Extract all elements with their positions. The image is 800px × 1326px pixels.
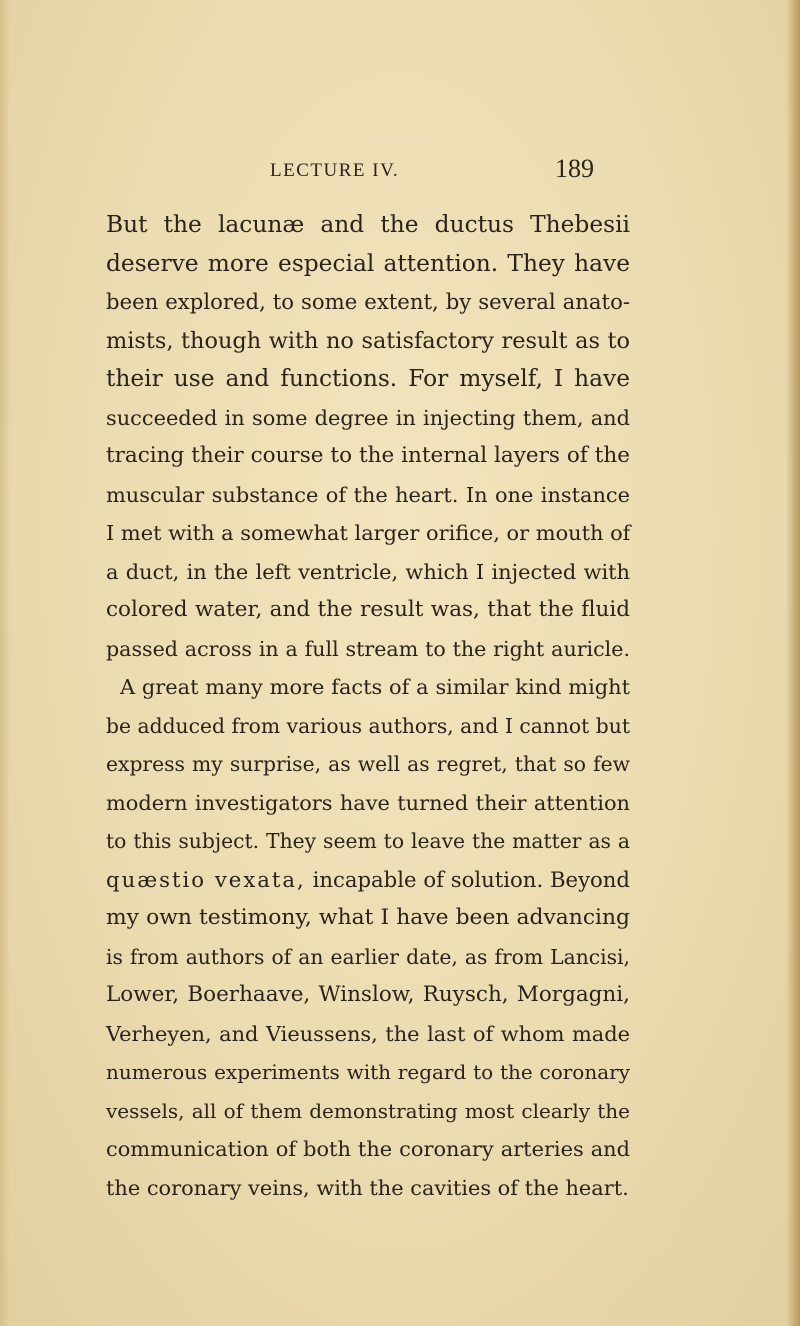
page-left-edge xyxy=(0,0,10,1326)
text-line: succeeded in some degree in injecting them, and xyxy=(106,405,630,430)
text-line: numerous experiments with regard to the coronary xyxy=(106,1060,630,1084)
body-text xyxy=(106,206,630,1207)
text-line: is from authors of an earlier date, as from Lancisi, xyxy=(106,944,630,969)
text-line-latin xyxy=(106,861,630,900)
running-head xyxy=(270,154,610,188)
text-line: But the lacunæ and the ductus Thebesii xyxy=(106,211,630,238)
text-line: their use and functions. For myself, I have xyxy=(106,365,630,392)
text-line: A great many more facts of a similar kind might xyxy=(120,675,630,699)
latin-phrase: quæstio vexata, xyxy=(106,866,306,892)
page-right-edge xyxy=(786,0,800,1326)
text-line: tracing their course to the internal layers of the xyxy=(106,443,630,468)
text-line: my own testimony, what I have been advancing xyxy=(106,905,630,930)
paragraph-2 xyxy=(106,668,630,1207)
paragraph-1 xyxy=(106,206,630,668)
running-title: LECTURE IV. xyxy=(270,160,400,181)
text-line: the coronary veins, with the cavities of the heart. xyxy=(106,1175,629,1200)
latin-line-rest: incapable of solution. Beyond xyxy=(305,866,630,892)
text-line: been explored, to some extent, by several anato- xyxy=(106,289,630,314)
text-line: Verheyen, and Vieussens, the last of whom made xyxy=(106,1021,630,1046)
text-line: passed across in a full stream to the right auricle. xyxy=(106,636,630,661)
text-line: Lower, Boerhaave, Winslow, Ruysch, Morgagni, xyxy=(106,982,630,1007)
text-line: to this subject. They seem to leave the matter as a xyxy=(106,829,630,853)
text-line: be adduced from various authors, and I cannot but xyxy=(106,713,630,738)
text-line: I met with a somewhat larger orifice, or mouth of xyxy=(106,521,631,545)
text-line: mists, though with no satisfactory result as to xyxy=(106,327,630,354)
text-line: muscular substance of the heart. In one instance xyxy=(106,482,630,507)
text-line: deserve more especial attention. They have xyxy=(106,249,630,277)
text-line: a duct, in the left ventricle, which I injected with xyxy=(106,559,630,584)
text-line: communication of both the coronary arteries and xyxy=(106,1137,630,1161)
text-line: vessels, all of them demonstrating most clearly the xyxy=(106,1098,630,1123)
text-line: colored water, and the result was, that the fluid xyxy=(106,597,630,622)
text-line: modern investigators have turned their attention xyxy=(106,790,630,815)
text-line: express my surprise, as well as regret, that so few xyxy=(106,752,630,776)
page-number: 189 xyxy=(555,154,594,183)
